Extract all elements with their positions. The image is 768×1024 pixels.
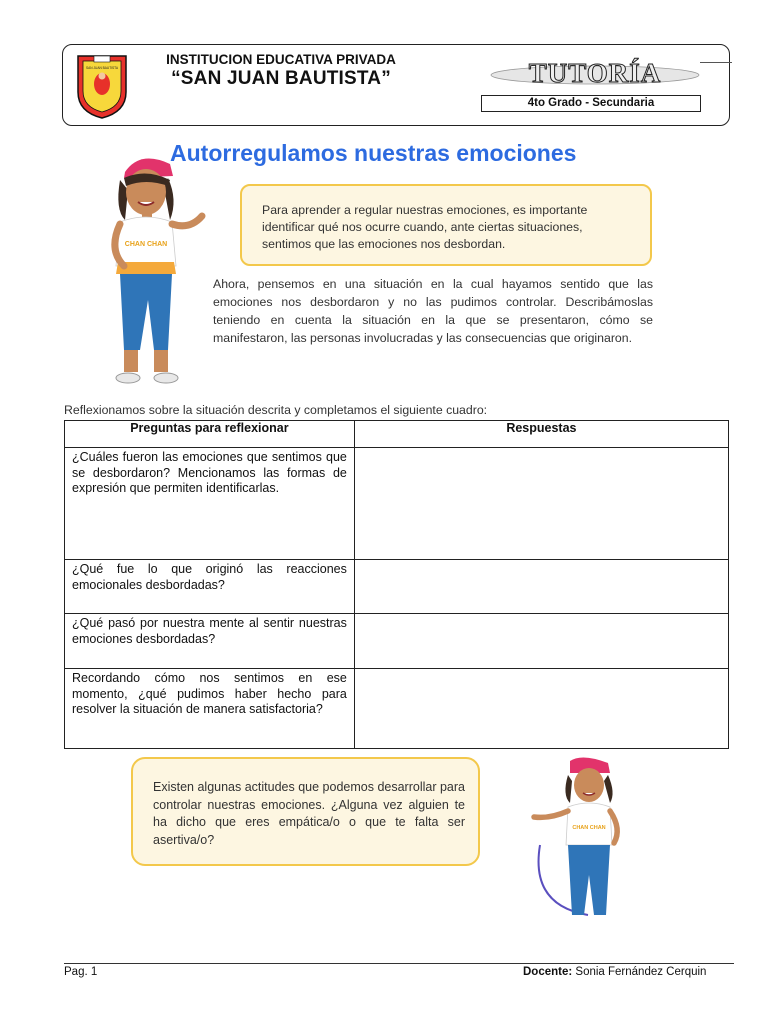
- svg-text:CHAN CHAN: CHAN CHAN: [572, 825, 606, 831]
- school-crest-logo: [74, 52, 130, 120]
- question-cell: Recordando cómo nos sentimos en ese momento, ¿qué pudimos haber hecho para resolver la situación de manera satisfactoria?: [65, 669, 355, 749]
- school-name: “SAN JUAN BAUTISTA”: [171, 68, 391, 89]
- girl-illustration: [90, 150, 230, 390]
- answer-cell[interactable]: [354, 669, 728, 749]
- svg-text:TUTORÍA: TUTORÍA: [528, 58, 662, 88]
- svg-text:SAN JUAN BAUTISTA: SAN JUAN BAUTISTA: [86, 66, 118, 70]
- table-row: [65, 560, 729, 614]
- instruction-paragraph: Ahora, pensemos en una situación en la cual hayamos sentido que las emociones nos desbordaron y no las pudimos controlar. Describámoslas teniendo en cuenta la situación en la que se presentaron, cómo se manifestaron, las personas involucradas y las consecuencias que originaron.: [213, 277, 653, 345]
- teacher-label: Docente:: [523, 966, 573, 978]
- question-cell: ¿Cuáles fueron las emociones que sentimos que se desbordaron? Mencionamos las formas de expresión que permiten identificarlas.: [65, 448, 355, 560]
- page-number: Pag. 1: [64, 966, 98, 978]
- speech-bubble-intro: [240, 184, 652, 266]
- answer-cell[interactable]: [354, 448, 728, 560]
- question-cell: ¿Qué fue lo que originó las reacciones emocionales desbordadas?: [65, 560, 355, 614]
- table-intro-text: Reflexionamos sobre la situación descrita y completamos el siguiente cuadro:: [64, 403, 488, 417]
- grade-label: 4to Grado - Secundaria: [481, 95, 701, 112]
- answers-header: Respuestas: [354, 421, 728, 448]
- speech-bubble-question: [131, 757, 480, 866]
- institution-label: INSTITUCION EDUCATIVA PRIVADA: [166, 52, 396, 67]
- footer-divider: [64, 963, 734, 964]
- answer-cell[interactable]: [354, 560, 728, 614]
- tutoria-wordart: [488, 56, 703, 90]
- table-header-row: [65, 421, 729, 448]
- svg-text:CHAN CHAN: CHAN CHAN: [124, 241, 168, 248]
- questions-header: Preguntas para reflexionar: [65, 421, 355, 448]
- answer-cell[interactable]: [354, 614, 728, 669]
- girl-illustration-small: [510, 755, 640, 925]
- bubble-intro-text: Para aprender a regular nuestras emociones, es importante identificar qué nos ocurre cuando, ante ciertas situaciones, sentimos que las emociones nos desbordan.: [262, 203, 588, 251]
- table-row: [65, 614, 729, 669]
- table-row: [65, 669, 729, 749]
- reflection-table: [64, 420, 729, 749]
- header-line: [700, 62, 732, 63]
- table-row: [65, 448, 729, 560]
- teacher-credit: [523, 966, 706, 978]
- question-cell: ¿Qué pasó por nuestra mente al sentir nuestras emociones desbordadas?: [65, 614, 355, 669]
- teacher-name: Sonia Fernández Cerquin: [572, 966, 707, 978]
- bubble-question-text: Existen algunas actitudes que podemos desarrollar para controlar nuestras emociones. ¿Alguna vez alguien te ha dicho que eres empática/o o que te falta ser asertiva/o?: [153, 780, 465, 847]
- page-title: Autorregulamos nuestras emociones: [170, 140, 577, 166]
